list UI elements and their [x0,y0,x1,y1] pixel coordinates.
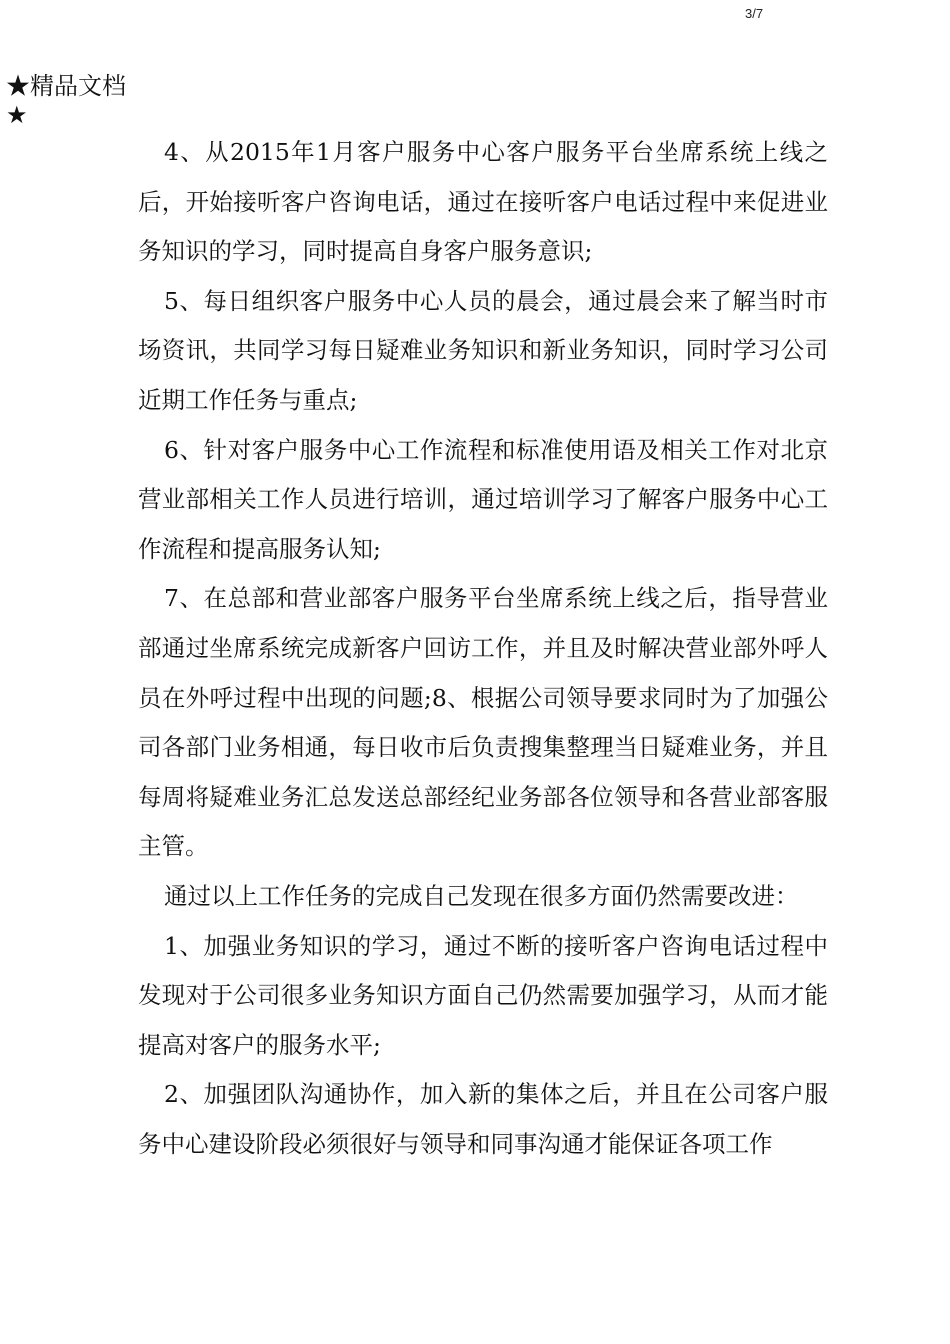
paragraph-item-7-8: 7、在总部和营业部客户服务平台坐席系统上线之后，指导营业部通过坐席系统完成新客户回访工作，并且及时解决营业部外呼人员在外呼过程中出现的问题;8、根据公司领导要求同时为了加强公司各部门业务相通，每日收市后负责搜集整理当日疑难业务，并且每周将疑难业务汇总发送总部经纪业务部各位领导和各营业部客服主管。 [138,584,828,861]
page-number: 3/7 [745,6,764,21]
paragraph-improvement-intro: 通过以上工作任务的完成自己发现在很多方面仍然需要改进： [164,881,799,910]
document-body [138,128,828,1169]
watermark-line-1: ★精品文档 [6,72,126,100]
paragraph-improvement-1: 1、加强业务知识的学习，通过不断的接听客户咨询电话过程中发现对于公司很多业务知识方面自己仍然需要加强学习，从而才能提高对客户的服务水平; [138,931,828,1059]
watermark-line-2: ★ [6,101,28,129]
paragraph-improvement-2: 2、加强团队沟通协作，加入新的集体之后，并且在公司客户服务中心建设阶段必须很好与领导和同事沟通才能保证各项工作 [138,1080,828,1158]
watermark [6,72,126,130]
paragraph-item-6: 6、针对客户服务中心工作流程和标准使用语及相关工作对北京营业部相关工作人员进行培训，通过培训学习了解客户服务中心工作流程和提高服务认知; [138,435,828,563]
paragraph-item-5: 5、每日组织客户服务中心人员的晨会，通过晨会来了解当时市场资讯，共同学习每日疑难业务知识和新业务知识，同时学习公司近期工作任务与重点; [138,286,828,414]
paragraph-item-4: 4、从2015年1月客户服务中心客户服务平台坐席系统上线之后，开始接听客户咨询电话，通过在接听客户电话过程中来促进业务知识的学习，同时提高自身客户服务意识; [138,138,828,266]
